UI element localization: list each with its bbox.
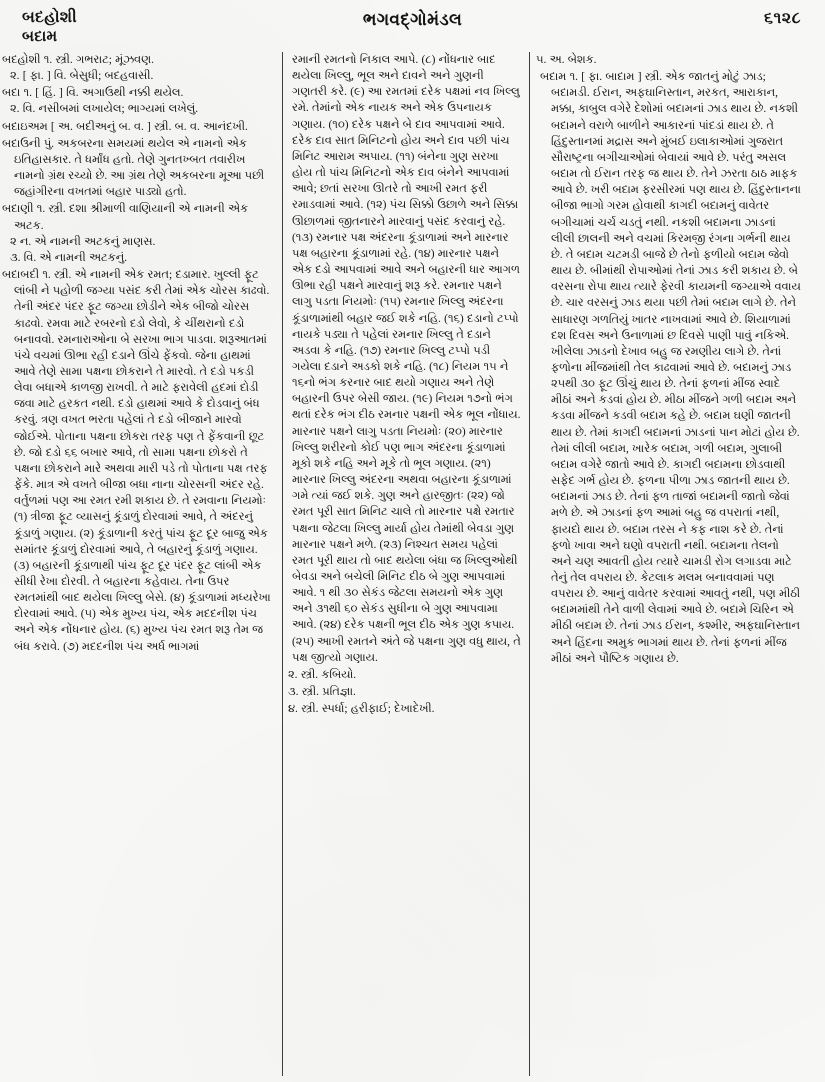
entry-line: ૨. [ ફા. ] વિ. બેસુધી; બદહવાસી. <box>10 70 154 83</box>
entry-sense-5 <box>536 52 802 68</box>
entry-line: ૪. સ્ત્રી. સ્પર્ધા; હરીફાઈ; દેખાદેખી. <box>288 703 435 716</box>
entry-badaaim <box>2 119 274 135</box>
running-head <box>0 0 825 46</box>
dictionary-title: ભગવદ્ગોમંડલ <box>362 10 463 29</box>
entry-badaauni <box>2 136 274 201</box>
column-1 <box>2 52 282 1076</box>
entry-badaani <box>2 201 274 266</box>
running-head-left-line2: બદામ <box>22 29 58 45</box>
entry-line: ૨. વિ. નસીબમાં લખાયેલ; ભાગ્યમાં લખેલું. <box>10 103 199 116</box>
entry-badaam <box>540 69 802 667</box>
entry-line: ૨ ન. એ નામની અટકનું માણસ. <box>10 235 156 248</box>
entry-line: બદહોશી ૧. સ્ત્રી. ગભરાટ; મૂંઝવણ. <box>2 54 154 66</box>
entry-line: ૩. વિ. એ નામની અટકનું. <box>10 251 128 264</box>
entry-line: બદામ ૧. [ ફા. બાદામ ] સ્ત્રી. એક જાતનું મોટું ઝાડ; બદામડી. ઈરાન, અફઘાનિસ્તાન, મરકત, આરાકાન, મક્કા, કાબુલ વગેરે દેશોમાં બદામનાં ઝાડ થાય છે. નકશી બદામને વરાળે બાળીને આકારનાં પાંદડાં થાય છે. તે હિંદુસ્તાનમાં મદ્રાસ અને મુંબઈ ઇલાકાઓમાં ગુજરાત સૌરાષ્ટ્રના બગીચાઓમાં બેવાયાં આવે છે. પરંતુ અસલ બદામ તો ઈરાન તરફ જ થાય છે. તેને ઝરતા ઠાઠ માફક આવે છે. ખરી બદામ ફરસીરમાં પણ થાય છે. હિંદુસ્તાનના બીજા ભાગો ગરમ હોવાથી કાગદી બદામનું વાવેતર બગીચામાં ચર્ચ ચડતું નથી. નકશી બદામના ઝાડનાં લીલી છાલની અને વચમાં કિરમજી રંગના ગર્ભની થાય છે. તે બદામ ચટમડી બાજે છે તેનો ફળીયો બદામ જેવો થાય છે. બીમાંથી રોપાઓમાં તેનાં ઝાડ કરી શકાય છે. બે વરસના રોપા થાય ત્યારે ફેરવી કાયમની જગ્યાએ વવાય છે. ચાર વરસનું ઝાડ થયા પછી તેમાં બદામ લાગે છે. તેને સાધારણ ગળતિયું ખાતર નાખવામાં આવે છે. શિયાળામાં દશ દિવસ અને ઉનાળામાં છ દિવસે પાણી પાવું નકિએ. ખીલેલા ઝાડનો દેખાવ બહુ જ રમણીય લાગે છે. તેનાં ફળોના મીંજમાંથી તેલ કાઢવામાં આવે છે. બદામનું ઝાડ ૨૫થી ૩૦ ફૂટ ઊંચું થાય છે. તેનાં ફળનાં મીંજ સ્વાદે મીઠાં અને કડવાં હોય છે. મીઠા મીંજને ગળી બદામ અને કડવા મીંજને કડવી બદામ કહે છે. બદામ ઘણી જાતની થાય છે. તેમાં કાગદી બદામનાં ઝાડનાં પાન મોટાં હોય છે. તેમાં લીલી બદામ, ખારેક બદામ, ગળી બદામ, ગુલાબી બદામ વગેરે જાતો આવે છે. કાગદી બદામના છોડવાથી સફેદ ગર્ભ હોય છે. ફળના પીળા ઝાડ જાતની થાય છે. બદામનાં ઝાડ છે. તેનાં ફળ તાજાં બદામની જાતો જેવાં મળે છે. એ ઝાડનાં ફળ આમાં બહુ જ વપરાતાં નથી, ફાયદો થાય છે. બદામ તરસ ને કફ નાશ કરે છે. તેનાં ફળો ખાવા અને ઘણો વપરાતી નથી. બદામના તેલનો અને ચણ આવતી હોય ત્યારે ચામડી રોગ લગાડવા માટે તેનું તેલ વપરાય છે. કેટલાક મલમ બનાવવામાં પણ વપરાય છે. આનું વાવેતર કરવામાં આવતું નથી, પણ મીઠી બદામમાંથી તેને વાળી લેવામાં આવે છે. બદામે ચિરિન એ મીઠી બદામ છે. તેનાં ઝાડ ઈરાન, કશ્મીર, અફઘાનિસ્તાન અને હિંદના અમુક ભાગમાં થાય છે. તેનાં ફળનાં મીંજ મીઠાં અને પૌષ્ટિક ગણાય છે. <box>540 71 801 665</box>
entry-continued-rules <box>292 52 521 666</box>
entry-line: ૩. સ્ત્રી. પ્રતિજ્ઞા. <box>288 686 356 699</box>
running-head-left-line1: બદહોશી <box>22 9 77 26</box>
column-2 <box>283 52 529 1076</box>
entry-line: ૫. અ. બેશક. <box>536 54 597 66</box>
entry-badaa <box>2 85 274 117</box>
entry-sense-3 <box>288 684 521 700</box>
entry-sense-2 <box>288 667 521 683</box>
entry-badaabadi <box>2 267 274 655</box>
entry-line: બદા ૧. [ હિં. ] વિ. અગાઉથી નક્કી થયેલ. <box>2 87 184 100</box>
column-container <box>2 52 813 1076</box>
entry-line: બદાણી ૧. સ્ત્રી. દશા શ્રીમાળી વાણિયાની એ નામની એક અટક. <box>2 203 249 232</box>
entry-sense-4 <box>288 701 521 717</box>
page-number: ૬૧૨૮ <box>764 10 801 27</box>
entry-line: બદાઉની પું. અકબરના સમયમાં થયેલ એ નામનો એક ઇતિહાસકાર. તે ધર્માંધ હતો. તેણે ગુનતખ્બત તવારીખ નામનો ગ્રંથ રચ્યો છે. આ ગ્રંથ તેણે અકબરના મૂઆ પછી જહાંગીરના વખતમાં બહાર પાડ્યો હતો. <box>2 137 265 199</box>
entry-line: બદાબદી ૧. સ્ત્રી. એ નામની એક રમત; દડામાર. ખુલ્લી ફૂટ લાંબી ને પહોળી જગ્યા પસંદ કરી તેમાં એક ચોરસ કાઢવો. તેની અંદર પંદર ફૂટ જગ્યા છોડીને એક બીજો ચોરસ કાઢવો. રમવા માટે રબરનો દડો લેવો, કે ચીંથરાનો દડો બનાવવો. રમનારાઓના બે સરખા ભાગ પાડવા. શરૂઆતમાં પંચે વચમાં ઊભા રહી દડાને ઊંચે ફેંકવો. જેના હાથમાં આવે તેણે સામા પક્ષના છોકરાને તે મારવો. તે દડો પકડી લેવા બધાએ કાળજી રાખવી. તે માટે ફરાવેલી હદમાં દોડી જવા માટે હરકત નથી. દડો હાથમાં આવે કે દોડવાનું બંધ કરવું. ત્રણ વખત ભરતા પહેલાં તે દડો બીજાને મારવો જોઈએ. પોતાના પક્ષના છોકરા તરફ પણ તે ફેંકવાની છૂટ છે. જો દડો ૬૬ બખાર આવે, તો સામા પક્ષના છોકરો તે પક્ષના છોકરાને મારે અથવા મારી પડે તો પોતાના પક્ષ તરફ ફેંકે. માત્ર એ વખતે બીજા બધા નાના ચોરસની અંદર રહે. વર્તુળમાં પણ આ રમત રમી શકાય છે. તે રમવાના નિયમોઃ (૧) ત્રીજા ફૂટ વ્યાસનું કૂંડાળું દોરવામાં આવે, તે અંદરનું કૂંડાળું ગણાય. (૨) કૂંડાળાની કરતું પાંચ ફૂટ દૂર બાજુ એક સમાંતર કૂંડાળું દોરવામાં આવે, તે બહારનું કૂંડાળું ગણાય. (૩) બહારની કૂંડાળાથી પાંચ ફૂટ દૂર પંદર ફૂટ લાંબી એક સીધી રેખા દોરવી. તે બહારના કહેવાય. તેના ઉપર રમતમાંથી બાદ થયેલા ખિલ્લુ બેસે. (૪) કૂંડાળામાં મધ્યરેખા દોરવામાં આવે. (૫) એક મુખ્ય પંચ, એક મદદનીશ પંચ અને એક નોંધનાર હોય. (૬) મુખ્ય પંચ રમત શરૂ તેમ જ બંધ કરાવે. (૭) મદદનીશ પંચ અર્ધ ભાગમાં <box>2 269 271 653</box>
column-3 <box>530 52 802 1076</box>
entry-line: ૨. સ્ત્રી. કબિયો. <box>288 668 357 681</box>
entry-line: રમાની રમતનો નિકાલ આપે. (૮) નોંધનાર બાદ થયેલા ખિલ્લુ, ભૂલ અને દાવને અને ગુણની ગણતરી કરે. (૯) આ રમતમાં દરેક પક્ષમાં નવ ખિલ્લુ રમે. તેમાંનો એક નાયક અને એક ઉપનાયક ગણાય. (૧૦) દરેક પક્ષને બે દાવ આપવામાં આવે. દરેક દાવ સાત મિનિટનો હોય અને દાવ પછી પાંચ મિનિટ આરામ અપાય. (૧૧) બંનેના ગુણ સરખા હોય તો પાંચ મિનિટનો એક દાવ બંનેને આપવામાં આવે; છતાં સરખા ઊતરે તો આખી રમત ફરી રમાડવામાં આવે. (૧૨) પંચ સિક્કો ઉછાળે અને સિક્કા ઊછાળમાં જીતનારને મારવાનું પસંદ કરવાનું રહે. (૧૩) રમનાર પક્ષ અંદરના કૂંડાળામાં અને મારનાર પક્ષ બહારના કૂંડાળામાં રહે. (૧૪) મારનાર પક્ષને એક દડો આપવામાં આવે અને બહારની ધાર આગળ ઊભા રહી પક્ષને મારવાનું શરૂ કરે. રમનાર પક્ષને લાગુ પડતા નિયમોઃ (૧૫) રમનાર ખિલ્લુ અંદરના કૂંડાળામાંથી બહાર જઈ શકે નહિ. (૧૬) દડાનો ટપ્પો નાયકે પડ્યા તે પહેલાં રમનાર ખિલ્લુ તે દડાને અડવા કે નહિ. (૧૭) રમનાર ખિલ્લુ ટપ્પો પડી ગયેલા દડાને અડકો શકે નહિ. (૧૮) નિયમ ૧૫ ને ૧૬નો ભંગ કરનાર બાદ થયો ગણાય અને તેણે બહારની ઉપર બેસી જાય. (૧૯) નિયમ ૧૭નો ભંગ થતાં દરેક ભંગ દીઠ રમનાર પક્ષની એક ભૂલ નોંધાય. મારનાર પક્ષને લાગુ પડતા નિયમોઃ (૨૦) મારનાર ખિલ્લુ શરીરનો કોઈ પણ ભાગ અંદરના કૂંડાળામાં મૂકો શકે નહિ અને મૂકે તો ભૂલ ગણાય. (૨૧) મારનાર ખિલ્લુ અંદરના અથવા બહારના કૂંડાળામાં ગમે ત્યાં જઈ શકે. ગુણ અને હારજીતઃ (૨૨) જો રમત પૂરી સાત મિનિટ ચાલે તો મારનાર પક્ષે રમતાર પક્ષના જેટલા ખિલ્લુ માર્યા હોય તેમાંથી બેવડા ગુણ મારનાર પક્ષને મળે. (૨૩) નિશ્ચત સમય પહેલાં રમત પૂરી થાય તો બાદ થયેલા બંધા જ ખિલ્લુઓથી બેવડા અને બચેલી મિનિટ દીઠ બે ગુણ આપવામાં આવે. ૧ થી ૩૦ સેકંડ જેટલા સમયનો એક ગુણ અને ૩૧થી ૬૦ સેકંડ સુધીના બે ગુણ આપવામા આવે. (૨૪) દરેક પક્ષની ભૂલ દીઠ એક ગુણ કપાય. (૨૫) આખી રમતને અંતે જે પક્ષના ગુણ વધુ થાય, તે પક્ષ જીત્યો ગણાય. <box>292 54 521 664</box>
entry-badhoshi <box>2 52 274 84</box>
entry-line: બદાઇઅમ [ અ. બદીઅનું બ. વ. ] સ્ત્રી. બ. વ. આનંદખી. <box>2 120 248 133</box>
